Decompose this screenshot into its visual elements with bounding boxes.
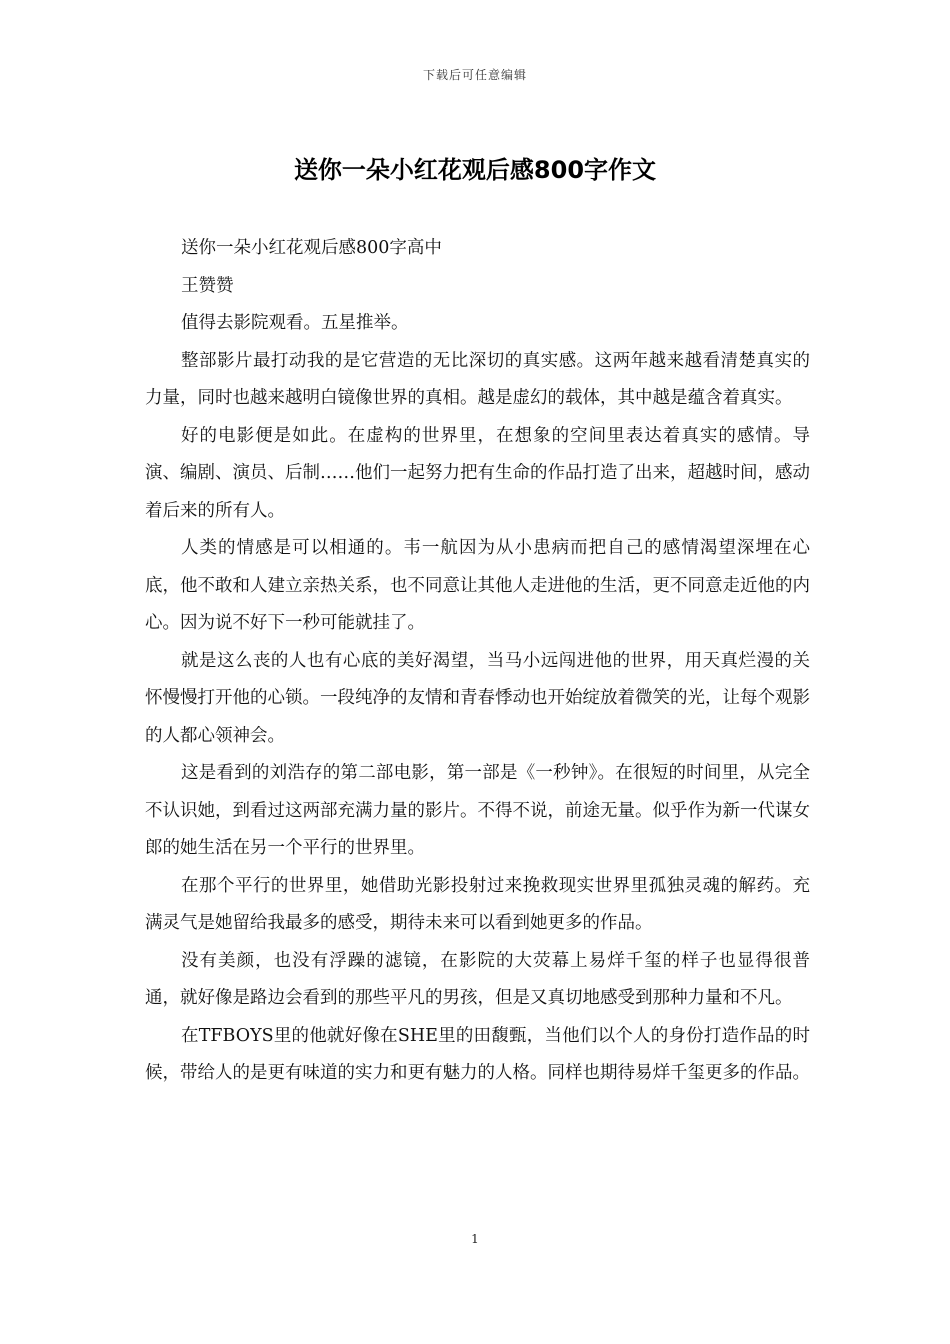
header-note: 下载后可任意编辑 — [422, 68, 527, 82]
body-paragraph: 在TFBOYS里的他就好像在SHE里的田馥甄，当他们以个人的身份打造作品的时候，带给人的是更有味道的实力和更有魅力的人格。同样也期待易烊千玺更多的作品。 — [145, 1025, 810, 1083]
body-paragraph: 在那个平行的世界里，她借助光影投射过来挽救现实世界里孤独灵魂的解药。充满灵气是她留给我最多的感受，期待未来可以看到她更多的作品。 — [145, 875, 810, 933]
body-paragraph: 人类的情感是可以相通的。韦一航因为从小患病而把自己的感情渴望深埋在心底，他不敢和人建立亲热关系，也不同意让其他人走进他的生活，更不同意走近他的内心。因为说不好下一秒可能就挂了。 — [145, 538, 810, 633]
body-paragraph: 没有美颜，也没有浮躁的滤镜，在影院的大荧幕上易烊千玺的样子也显得很普通，就好像是路边会看到的那些平凡的男孩，但是又真切地感受到那种力量和不凡。 — [145, 950, 810, 1008]
body-paragraph: 值得去影院观看。五星推举。 — [181, 313, 409, 333]
body-paragraph: 整部影片最打动我的是它营造的无比深切的真实感。这两年越来越看清楚真实的力量，同时也越来越明白镜像世界的真相。越是虚幻的载体，其中越是蕴含着真实。 — [145, 350, 810, 408]
subtitle-line: 送你一朵小红花观后感800字高中 — [181, 238, 442, 258]
body-paragraph: 这是看到的刘浩存的第二部电影，第一部是《一秒钟》。在很短的时间里，从完全不认识她，到看过这两部充满力量的影片。不得不说，前途无量。似乎作为新一代谋女郎的她生活在另一个平行的世界里。 — [145, 763, 810, 858]
author-line: 王赞赞 — [181, 275, 234, 296]
document-body — [145, 230, 810, 1093]
page-number: 1 — [471, 1232, 479, 1246]
body-paragraph: 就是这么丧的人也有心底的美好渴望，当马小远闯进他的世界，用天真烂漫的关怀慢慢打开他的心锁。一段纯净的友情和青春悸动也开始绽放着微笑的光，让每个观影的人都心领神会。 — [145, 650, 810, 746]
body-paragraph: 好的电影便是如此。在虚构的世界里，在想象的空间里表达着真实的感情。导演、编剧、演员、后制……他们一起努力把有生命的作品打造了出来，超越时间，感动着后来的所有人。 — [145, 425, 810, 521]
document-title: 送你一朵小红花观后感800字作文 — [293, 156, 657, 184]
